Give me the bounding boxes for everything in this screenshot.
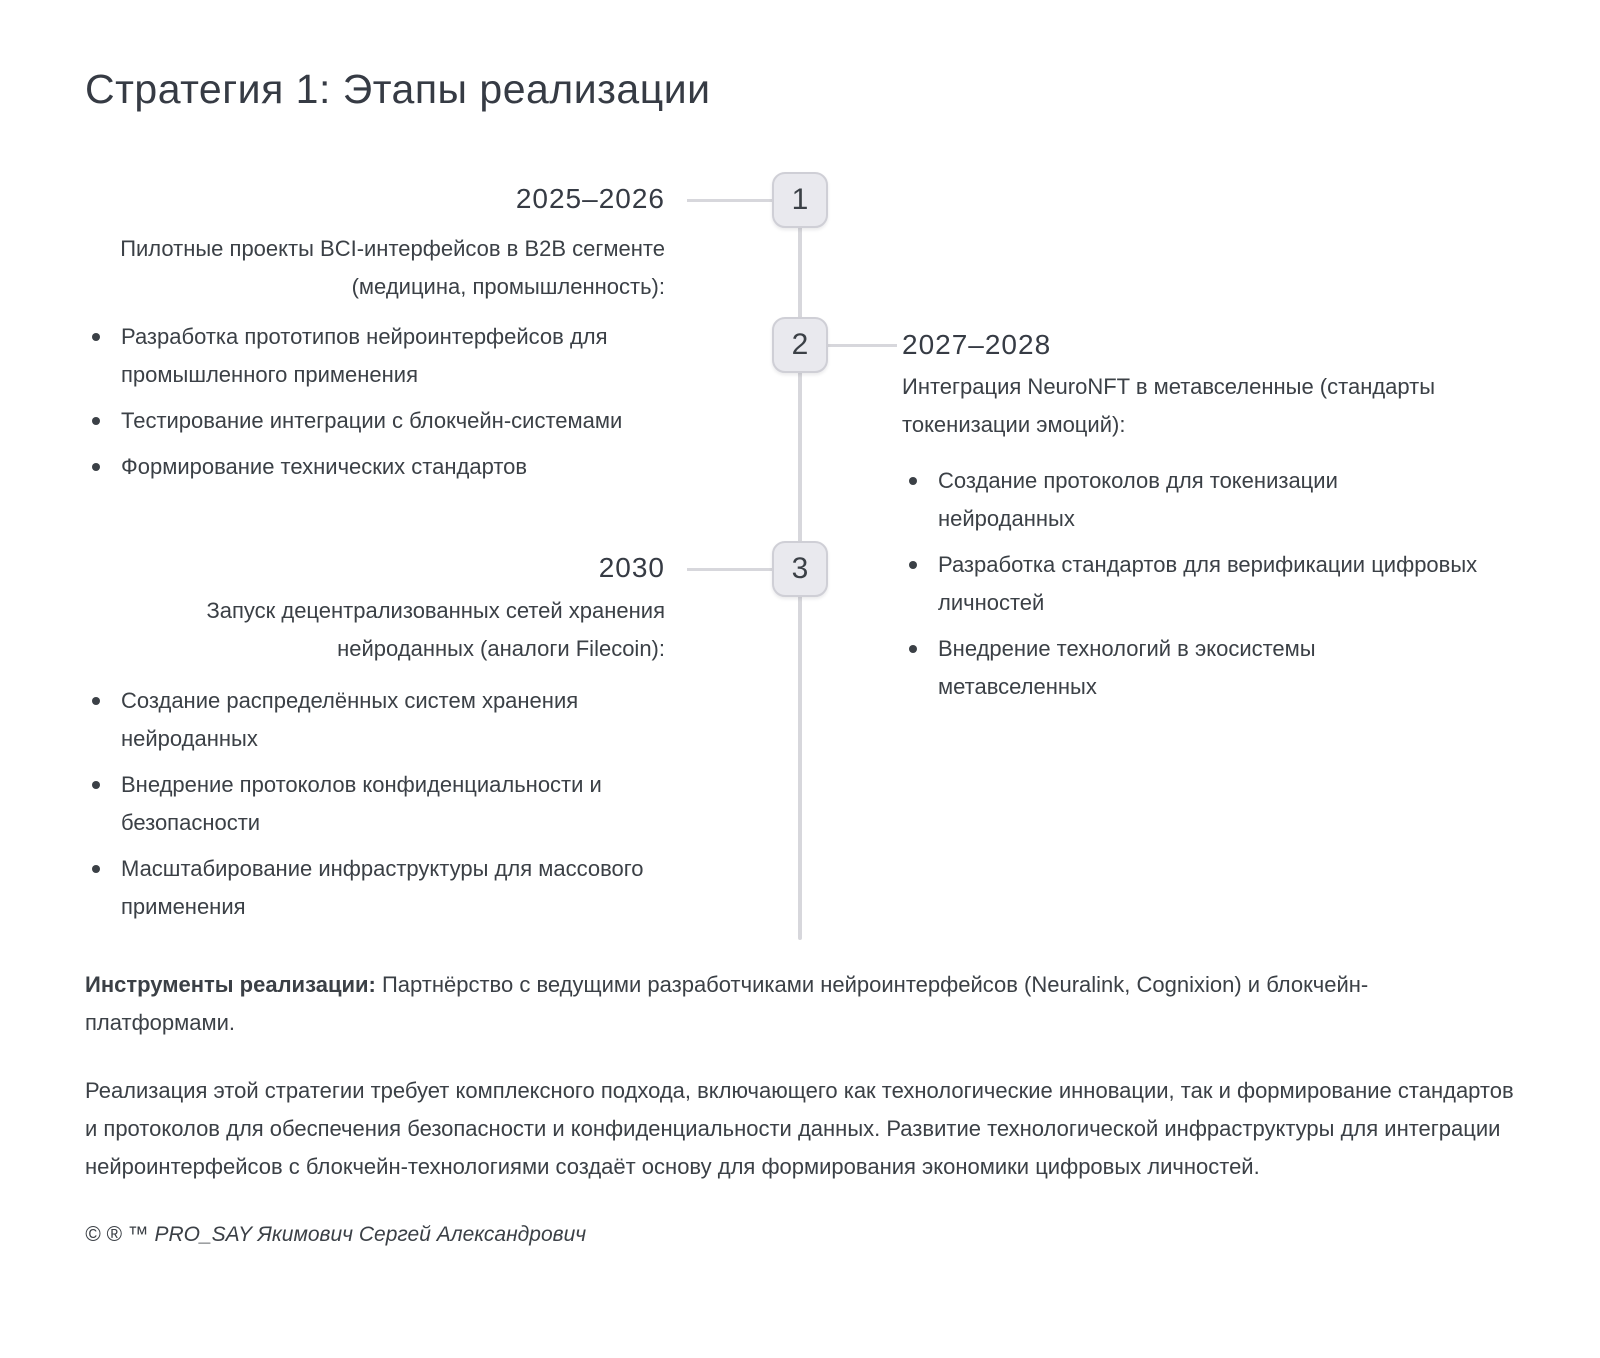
stage-2-intro: Интеграция NeuroNFT в метавселенные (стандарты токенизации эмоций): [902,374,1436,437]
stage-1-bullet-list [85,318,665,486]
stage-2-bullet: Внедрение технологий в экосистемы метавселенных [902,630,1480,706]
stage-3-date: 2030 [598,552,665,583]
stage-2-bullet-list [902,462,1480,706]
timeline-node-1 [772,172,828,228]
stage-3-intro: Запуск децентрализованных сетей хранения нейроданных (аналоги Filecoin): [206,598,665,661]
timeline-connector-stage-1 [687,199,772,202]
stage-1-bullet: Тестирование интеграции с блокчейн-системами [85,402,665,440]
stage-2-bullet: Создание протоколов для токенизации нейроданных [902,462,1480,538]
stage-1-bullet: Разработка прототипов нейроинтерфейсов для промышленного применения [85,318,665,394]
stage-3-bullet: Масштабирование инфраструктуры для массового применения [85,850,665,926]
timeline-node-3-number: 3 [791,552,809,585]
tools-paragraph [85,966,1517,1042]
timeline-node-1-number: 1 [791,183,809,216]
stage-2-bullet: Разработка стандартов для верификации цифровых личностей [902,546,1480,622]
timeline-connector-stage-2 [828,344,897,347]
timeline-node-3 [772,541,828,597]
stage-3-bullet-list [85,682,665,926]
stage-2-content [902,368,1480,714]
stage-1-date: 2025–2026 [515,183,665,214]
tools-label: Инструменты реализации: [85,972,376,997]
summary-paragraph: Реализация этой стратегии требует комплексного подхода, включающего как технологические инновации, так и формирование стандартов и протоколов для обеспечения безопасности и конфиденциальности данных. Развитие технологической инфраструктуры для интеграции нейроинтерфейсов с блокчейн-технологиями создаёт основу для формирования экономики цифровых личностей. [85,1078,1514,1179]
stage-3-content [85,592,665,934]
timeline-connector-stage-3 [687,568,772,571]
timeline-node-2 [772,317,828,373]
stage-2-date: 2027–2028 [902,329,1052,360]
page-title: Стратегия 1: Этапы реализации [85,66,711,112]
tools-text: Партнёрство с ведущими разработчиками нейроинтерфейсов (Neuralink, Cognixion) и блокчейн-платформами. [85,972,1369,1035]
stage-3-bullet: Внедрение протоколов конфиденциальности и безопасности [85,766,665,842]
stage-1-content [85,230,665,494]
stage-1-bullet: Формирование технических стандартов [85,448,665,486]
copyright-line: © ® ™ PRO_SAY Якимович Сергей Александрович [85,1223,587,1246]
stage-1-intro: Пилотные проекты BCI-интерфейсов в B2B сегменте (медицина, промышленность): [120,236,665,299]
stage-3-bullet: Создание распределённых систем хранения нейроданных [85,682,665,758]
timeline-node-2-number: 2 [791,328,809,361]
bottom-section [85,966,1517,1284]
